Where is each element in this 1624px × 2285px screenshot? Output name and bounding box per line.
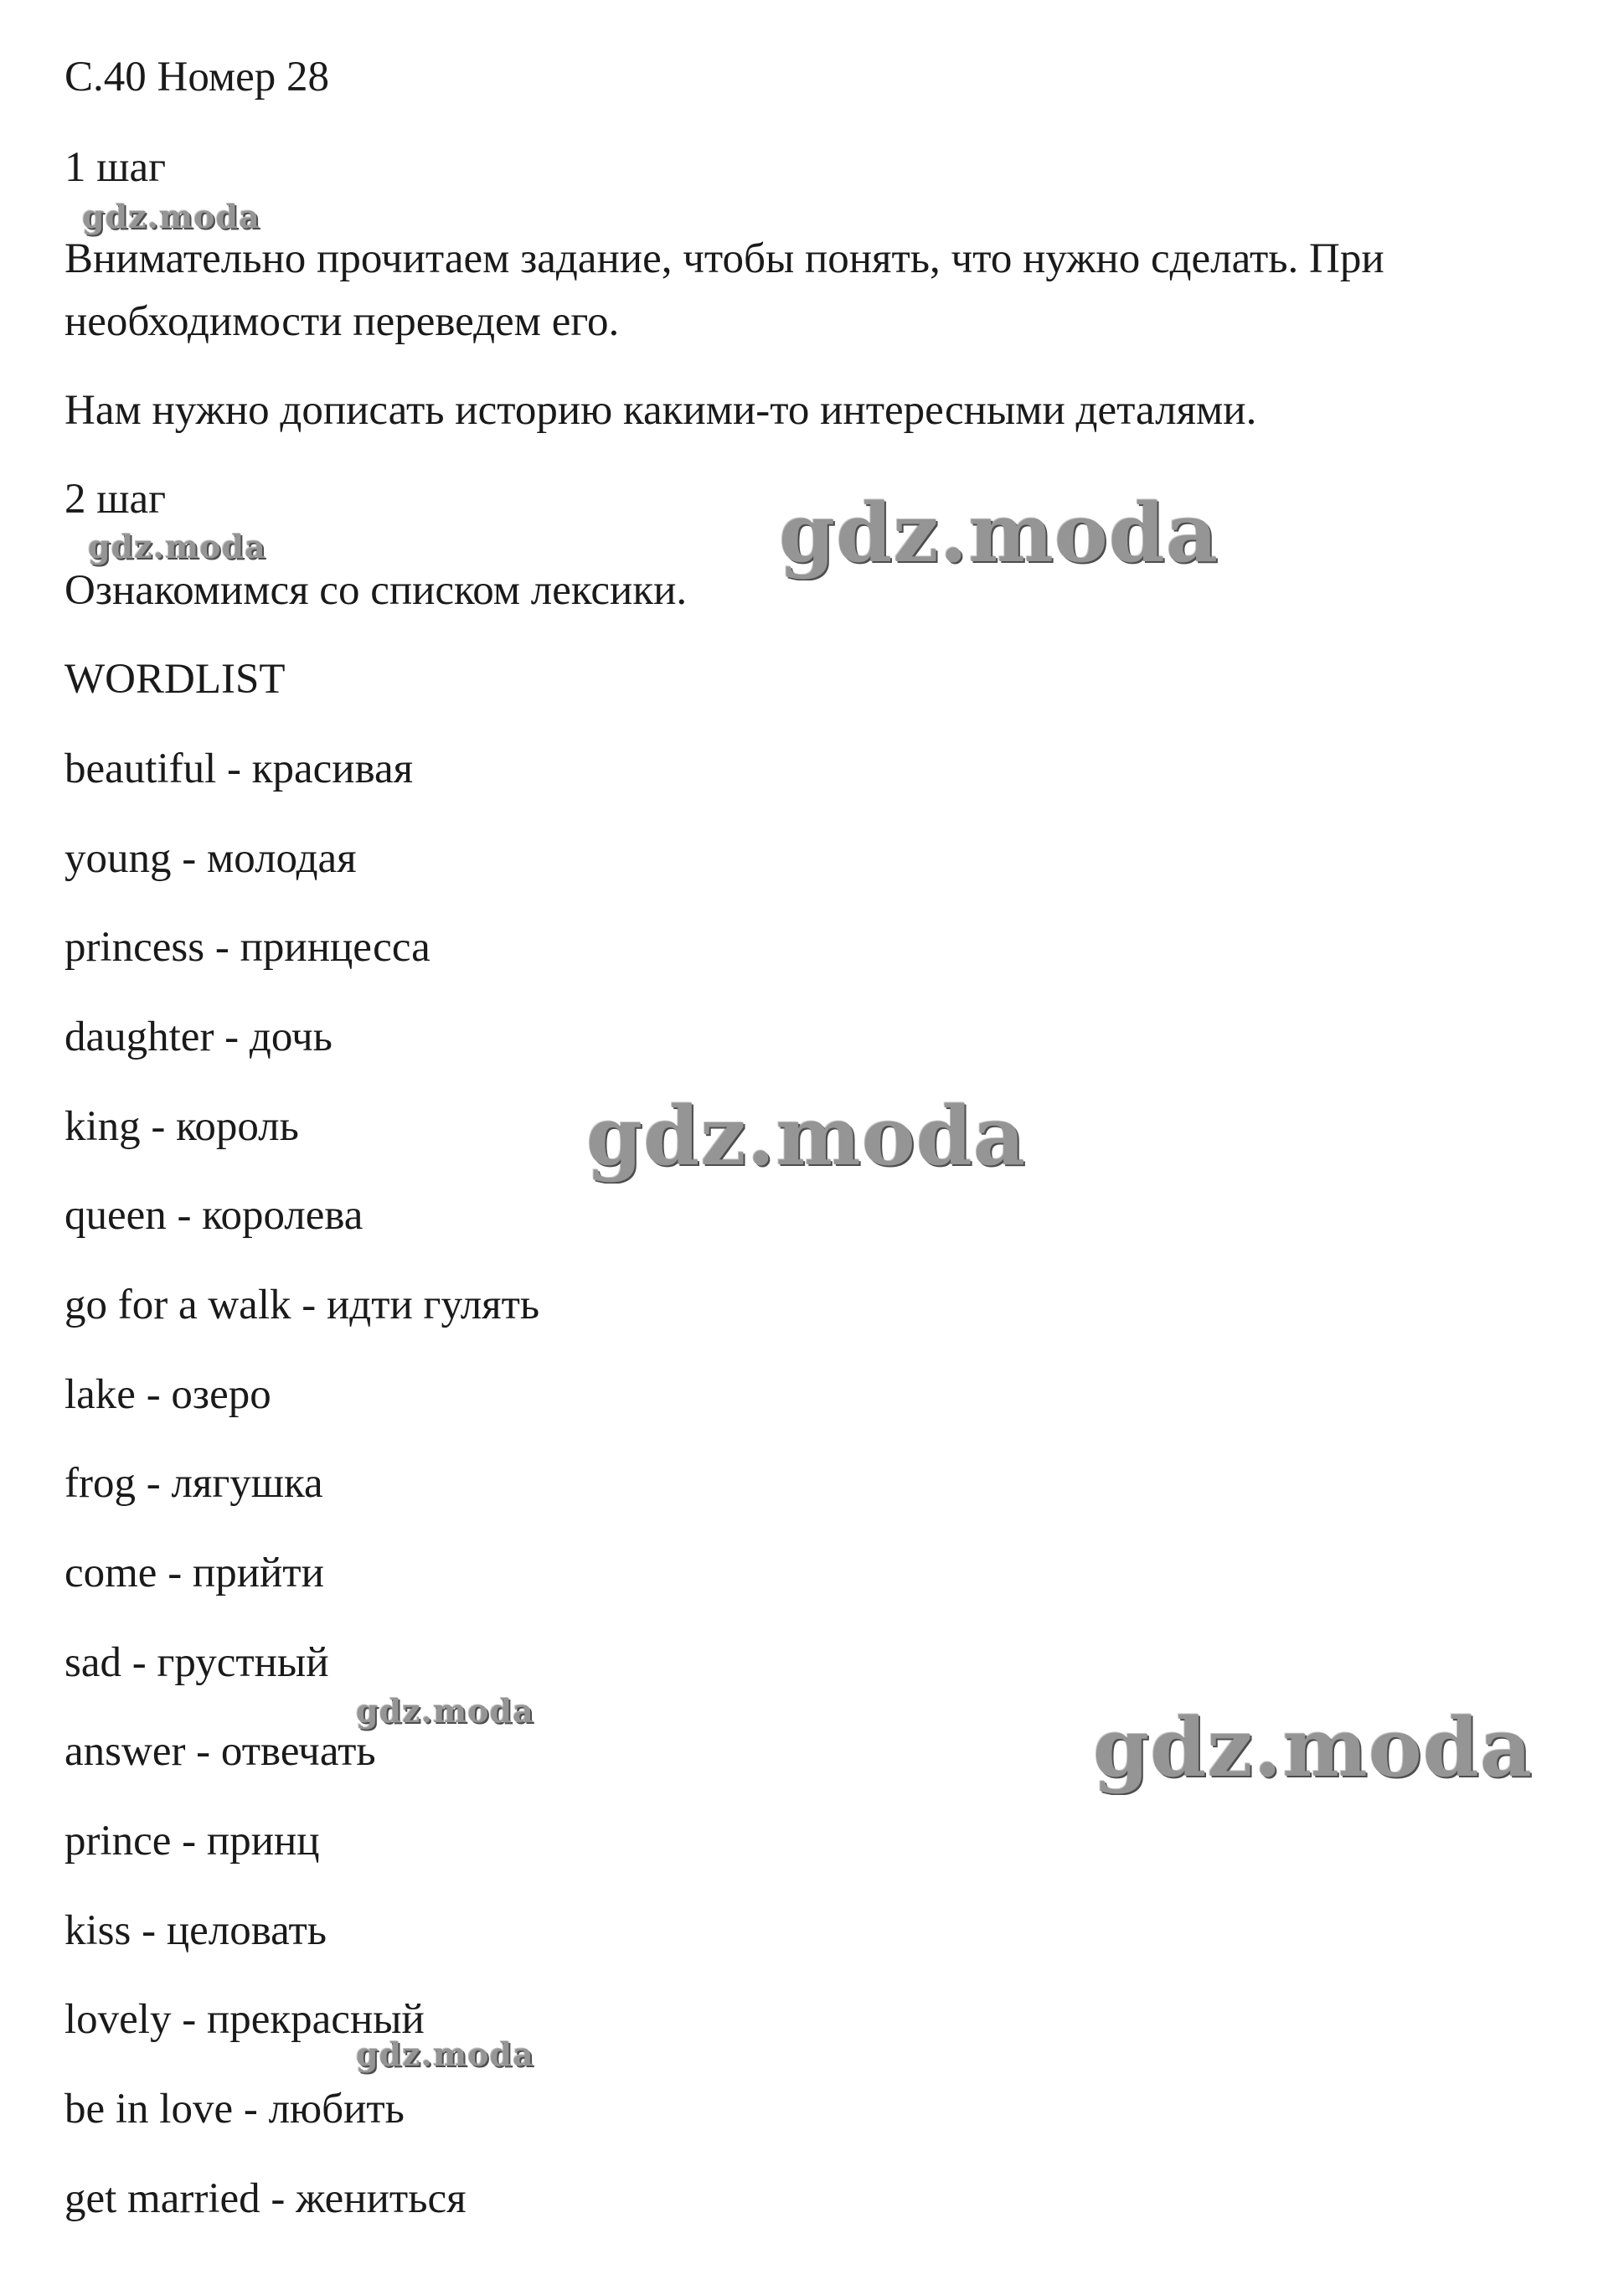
wordlist-item: sad - грустный xyxy=(64,1639,329,1686)
watermark: gdz.moda xyxy=(88,528,266,565)
watermark: gdz.moda xyxy=(356,2035,534,2073)
wordlist-item: queen - королева xyxy=(64,1192,363,1239)
watermark: gdz.moda xyxy=(82,198,260,235)
wordlist-item: princess - принцесса xyxy=(64,924,430,971)
wordlist-heading: WORDLIST xyxy=(64,656,286,703)
wordlist-item: kiss - целовать xyxy=(64,1907,327,1954)
step-2-text: Ознакомимся со списком лексики. xyxy=(64,567,688,614)
step-2-title: 2 шаг xyxy=(64,476,167,523)
watermark: gdz.moda xyxy=(1093,1700,1534,1795)
wordlist-item: young - молодая xyxy=(64,835,357,882)
step-1-note: Нам нужно дописать историю какими-то интересными деталями. xyxy=(64,387,1257,434)
wordlist-item: get married - жениться xyxy=(64,2175,467,2222)
page-header: С.40 Номер 28 xyxy=(64,54,330,101)
wordlist-item: lovely - прекрасный xyxy=(64,1996,425,2043)
step-1-text: Внимательно прочитаем задание, чтобы понять, что нужно сделать. При необходимости переведем его. xyxy=(64,235,1384,345)
wordlist-item: answer - отвечать xyxy=(64,1728,376,1775)
wordlist-item: come - прийти xyxy=(64,1550,324,1596)
wordlist-item: beautiful - красивая xyxy=(64,745,414,792)
wordlist-item: prince - принц xyxy=(64,1818,320,1865)
wordlist-item: be in love - любить xyxy=(64,2086,405,2133)
watermark: gdz.moda xyxy=(779,486,1219,580)
wordlist-item: daughter - дочь xyxy=(64,1014,333,1060)
step-1-title: 1 шаг xyxy=(64,144,167,191)
wordlist-item: frog - лягушка xyxy=(64,1460,323,1507)
watermark: gdz.moda xyxy=(356,1692,534,1730)
watermark: gdz.moda xyxy=(586,1089,1027,1184)
wordlist-item: king - король xyxy=(64,1103,299,1150)
wordlist-item: lake - озеро xyxy=(64,1371,271,1418)
wordlist-item: go for a walk - идти гулять xyxy=(64,1282,540,1328)
